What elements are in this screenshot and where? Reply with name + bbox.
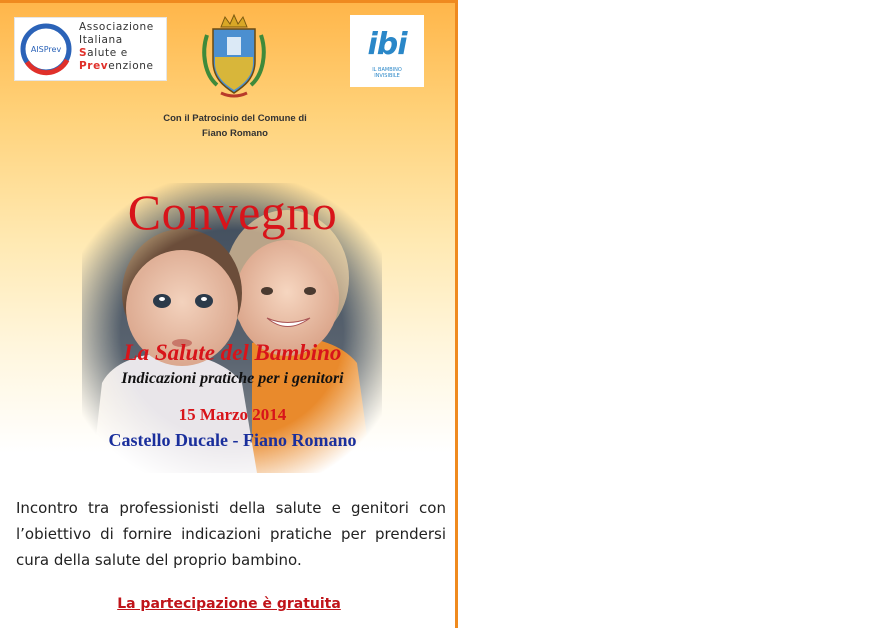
patronage-line: Fiano Romano	[202, 128, 268, 139]
aisprev-line: Prevenzione	[79, 60, 154, 72]
aisprev-ring-icon	[19, 22, 75, 76]
aisprev-wordmark	[79, 21, 154, 73]
patronage-text	[130, 111, 340, 141]
aisprev-line: Italiana	[79, 34, 123, 46]
aisprev-line: Salute e	[79, 47, 128, 59]
aisprev-logo	[14, 17, 167, 81]
aisprev-mark-text: AISPrev	[30, 45, 62, 54]
event-date: 15 Marzo 2014	[178, 405, 287, 424]
event-subtitle: La Salute del Bambino	[123, 340, 342, 365]
ibi-logo	[350, 15, 424, 87]
aisprev-line: Associazione	[79, 21, 154, 33]
free-participation-note: La partecipazione è gratuita	[117, 596, 341, 612]
event-title: Convegno	[127, 184, 338, 240]
patronage-line: Con il Patrocinio del Comune di	[163, 113, 307, 124]
event-tagline: Indicazioni pratiche per i genitori	[121, 370, 344, 387]
ibi-wordmark: ibi	[367, 27, 407, 62]
ibi-subtitle: IL BAMBINO INVISIBILE	[372, 67, 402, 79]
event-venue: Castello Ducale - Fiano Romano	[108, 430, 357, 450]
coat-of-arms-icon	[199, 13, 269, 99]
event-description: Incontro tra professionisti della salute e genitori con l’obiettivo di fornire indicazioni pratiche per prendersi cura della salute del proprio bambino.	[16, 499, 446, 569]
